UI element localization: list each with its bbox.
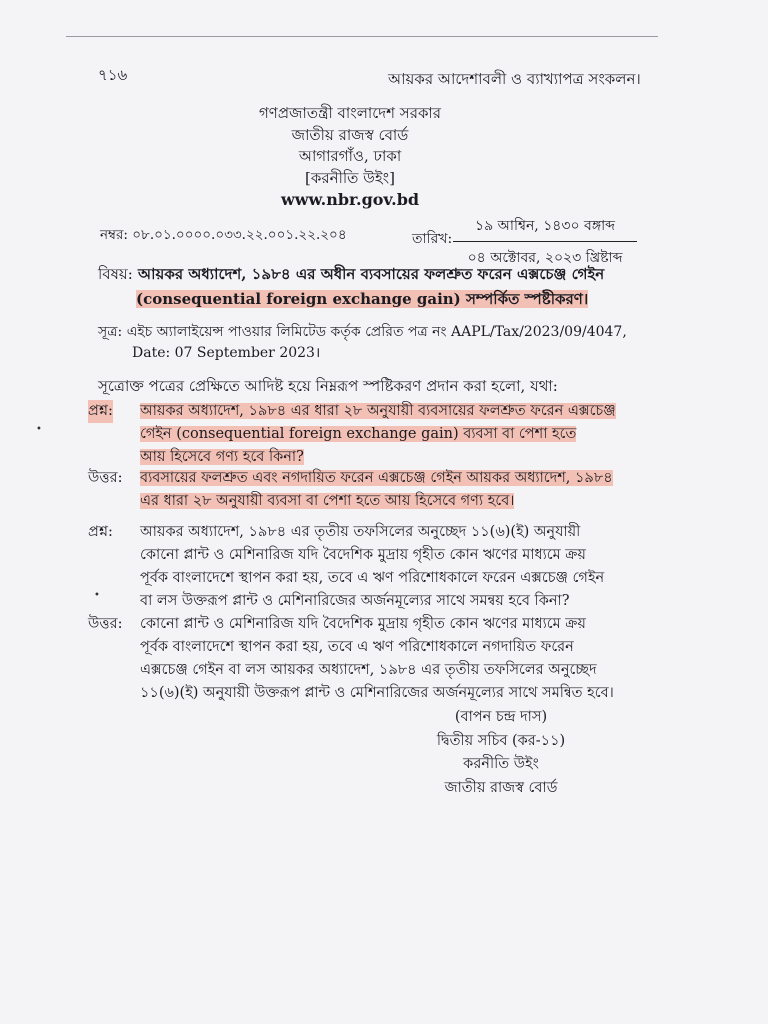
reference-line-1: এইচ অ্যালাইয়েন্স পাওয়ার লিমিটেড কর্তৃক প্রেরিত পত্র নং AAPL/Tax/2023/09/4047, — [126, 324, 627, 340]
board-name: জাতীয় রাজস্ব বোর্ড — [291, 125, 409, 144]
scan-speck: • — [36, 424, 42, 435]
intro-text: সূত্রোক্ত পত্রের প্রেক্ষিতে আদিষ্ট হয়ে নিম্নরূপ স্পষ্টিকরণ প্রদান করা হলো, যথা: — [98, 377, 558, 395]
scan-speck: • — [94, 590, 100, 601]
answer-label: উত্তর: — [88, 470, 123, 486]
top-rule — [66, 36, 658, 37]
subject-label: বিষয়: — [98, 265, 133, 283]
answer-label: উত্তর: — [88, 616, 123, 632]
reference-label: সূত্র: — [98, 324, 123, 340]
question-label: প্রশ্ন: — [88, 524, 113, 540]
question-2-line-1: আয়কর অধ্যাদেশ, ১৯৮৪ এর তৃতীয় তফসিলের অনুচ্ছেদ ১১(৬)(ই) অনুযায়ী — [140, 524, 581, 540]
page-number: ৭১৬ — [98, 66, 128, 84]
question-2 — [88, 521, 658, 613]
date-bangla: ১৯ আশ্বিন, ১৪৩০ বঙ্গাব্দ — [453, 214, 637, 242]
subject-block — [98, 262, 638, 312]
subject-line-1: আয়কর অধ্যাদেশ, ১৯৮৪ এর অধীন ব্যবসায়ের ফলশ্রুত ফরেন এক্সচেঞ্জ গেইন — [138, 265, 605, 283]
answer-2-line-3: এক্সচেঞ্জ গেইন বা লস আয়কর অধ্যাদেশ, ১৯৮৪ এর তৃতীয় তফসিলের অনুচ্ছেদ — [140, 662, 597, 678]
answer-2-line-1: কোনো প্লান্ট ও মেশিনারিজ যদি বৈদেশিক মুদ্রায় গৃহীত কোন ঋণের মাধ্যমে ক্রয় — [140, 616, 586, 632]
government-name: গণপ্রজাতন্ত্রী বাংলাদেশ সরকার — [258, 104, 442, 122]
question-1-line-1: আয়কর অধ্যাদেশ, ১৯৮৪ এর ধারা ২৮ অনুযায়ী ব্যবসায়ের ফলশ্রুত ফরেন এক্সচেঞ্জ — [140, 403, 616, 419]
question-2-line-4: বা লস উক্তরূপ প্লান্ট ও মেশিনারিজের অর্জনমূল্যের সাথে সমন্বয় হবে কিনা? — [140, 593, 570, 609]
signature-block — [416, 706, 586, 800]
date-english: ০৪ অক্টোবর, ২০২৩ খ্রিষ্টাব্দ — [467, 250, 623, 266]
question-1 — [88, 400, 658, 469]
reference-block — [98, 322, 658, 364]
answer-2 — [88, 613, 658, 705]
wing-name: [করনীতি উইং] — [305, 168, 395, 187]
answer-1-line-1: ব্যবসায়ের ফলশ্রুত এবং নগদায়িত ফরেন এক্সচেঞ্জ গেইন আয়কর অধ্যাদেশ, ১৯৮৪ — [140, 470, 613, 486]
answer-2-line-2: পূর্বক বাংলাদেশে স্থাপন করা হয়, তবে এ ঋণ পরিশোধকালে নগদায়িত ফরেন — [140, 639, 574, 655]
website-link[interactable]: www.nbr.gov.bd — [280, 190, 420, 209]
running-title: আয়কর আদেশাবলী ও ব্যাখ্যাপত্র সংকলন। — [388, 70, 641, 88]
answer-1-line-2: এর ধারা ২৮ অনুযায়ী ব্যবসা বা পেশা হতে আয় হিসেবে গণ্য হবে। — [140, 493, 515, 509]
signatory-name: (বাপন চন্দ্র দাস) — [454, 709, 548, 725]
question-2-line-2: কোনো প্লান্ট ও মেশিনারিজ যদি বৈদেশিক মুদ্রায় গৃহীত কোন ঋণের মাধ্যমে ক্রয় — [140, 547, 586, 563]
memo-number: নম্বর: ০৮.০১.০০০০.০৩৩.২২.০০১.২২.২০৪ — [100, 227, 347, 243]
reference-line-2: Date: 07 September 2023। — [132, 345, 321, 361]
signatory-designation: দ্বিতীয় সচিব (কর-১১) — [436, 732, 566, 749]
office-address: আগারগাঁও, ঢাকা — [298, 147, 402, 165]
date-label: তারিখ: — [412, 231, 453, 247]
answer-1 — [88, 467, 658, 513]
question-label: প্রশ্ন: — [88, 400, 113, 423]
subject-line-2: (consequential foreign exchange gain) সম্পর্কিত স্পষ্টীকরণ। — [136, 290, 589, 308]
signatory-office: জাতীয় রাজস্ব বোর্ড — [444, 779, 558, 796]
question-1-line-2: গেইন (consequential foreign exchange gain) ব্যবসা বা পেশা হতে — [140, 426, 577, 442]
office-header — [200, 103, 500, 211]
question-1-line-3: আয় হিসেবে গণ্য হবে কিনা? — [140, 449, 304, 465]
answer-2-line-4: ১১(৬)(ই) অনুযায়ী উক্তরূপ প্লান্ট ও মেশিনারিজের অর্জনমূল্যের সাথে সমন্বিত হবে। — [140, 685, 614, 701]
question-2-line-3: পূর্বক বাংলাদেশে স্থাপন করা হয়, তবে এ ঋণ পরিশোধকালে ফরেন এক্সচেঞ্জ গেইন — [140, 570, 605, 586]
signatory-wing: করনীতি উইং — [463, 756, 539, 772]
